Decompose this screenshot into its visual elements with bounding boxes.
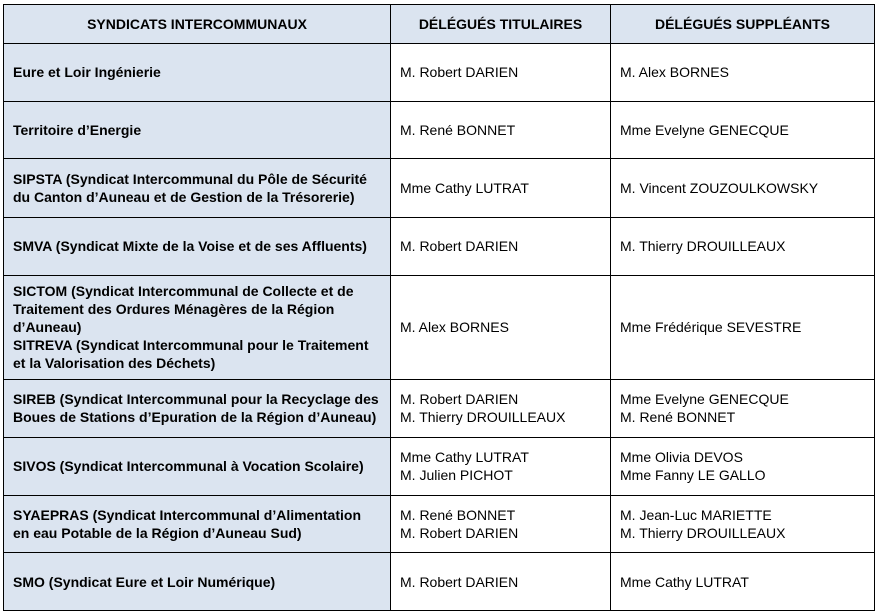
delegate-name: M. René BONNET [620, 409, 736, 426]
table-row [4, 159, 875, 218]
table-row [4, 495, 875, 553]
suppleants-cell [611, 380, 875, 438]
titulaires-cell [391, 437, 611, 495]
delegate-name: M. Thierry DROUILLEAUX [400, 409, 566, 426]
delegate-name: Mme Frédérique SEVESTRE [620, 319, 802, 336]
syndicat-cell [4, 101, 391, 159]
suppleants-cell [611, 159, 875, 218]
syndicat-cell [4, 553, 391, 611]
table-body [4, 44, 875, 611]
delegate-name: M. René BONNET [400, 506, 516, 523]
titulaires-cell [391, 159, 611, 218]
titulaires-cell [391, 275, 611, 379]
table-row [4, 380, 875, 438]
syndicat-cell [4, 159, 391, 218]
table-header [4, 5, 875, 44]
suppleants-cell [611, 44, 875, 102]
delegate-name: M. Julien PICHOT [400, 467, 513, 484]
delegate-name: M. Jean-Luc MARIETTE [620, 506, 772, 523]
table-row [4, 218, 875, 276]
header-syndicats: SYNDICATS INTERCOMMUNAUX [4, 5, 391, 44]
titulaires-cell [391, 495, 611, 553]
titulaires-cell [391, 44, 611, 102]
syndicat-name: SYAEPRAS (Syndicat Intercommunal d’Alimentation en eau Potable de la Région d’Auneau Sud) [13, 506, 361, 541]
syndicats-table [3, 4, 875, 611]
syndicat-cell [4, 437, 391, 495]
delegate-name: M. Robert DARIEN [400, 524, 519, 541]
delegate-name: M. Thierry DROUILLEAUX [620, 524, 786, 541]
header-suppleants: DÉLÉGUÉS SUPPLÉANTS [611, 5, 875, 44]
syndicat-cell [4, 380, 391, 438]
syndicat-cell [4, 275, 391, 379]
suppleants-cell [611, 553, 875, 611]
suppleants-cell [611, 275, 875, 379]
delegate-name: Mme Cathy LUTRAT [400, 449, 529, 466]
delegate-name: Mme Evelyne GENECQUE [620, 391, 789, 408]
syndicat-cell [4, 44, 391, 102]
table-row [4, 275, 875, 379]
syndicat-name: SMO (Syndicat Eure et Loir Numérique) [13, 573, 276, 590]
delegate-name: M. Robert DARIEN [400, 391, 519, 408]
syndicat-name: Eure et Loir Ingénierie [13, 64, 161, 81]
syndicat-name: SIPSTA (Syndicat Intercommunal du Pôle de Sécurité du Canton d’Auneau et de Gestion de la Trésorerie) [13, 171, 367, 206]
delegate-name: M. René BONNET [400, 122, 516, 139]
delegate-name: M. Alex BORNES [620, 64, 729, 81]
syndicat-name: SICTOM (Syndicat Intercommunal de Collecte et de Traitement des Ordures Ménagères de la Région d’Auneau) [13, 283, 354, 336]
syndicat-name: SITREVA (Syndicat Intercommunal pour le Traitement et la Valorisation des Déchets) [13, 337, 369, 372]
delegate-name: M. Robert DARIEN [400, 573, 519, 590]
delegate-name: Mme Olivia DEVOS [620, 449, 743, 466]
syndicat-name: SIVOS (Syndicat Intercommunal à Vocation Scolaire) [13, 458, 364, 475]
suppleants-cell [611, 495, 875, 553]
syndicat-name: SMVA (Syndicat Mixte de la Voise et de ses Affluents) [13, 238, 367, 255]
delegate-name: M. Alex BORNES [400, 319, 509, 336]
titulaires-cell [391, 380, 611, 438]
suppleants-cell [611, 437, 875, 495]
titulaires-cell [391, 218, 611, 276]
header-row [4, 5, 875, 44]
delegate-name: Mme Cathy LUTRAT [620, 573, 749, 590]
delegate-name: M. Thierry DROUILLEAUX [620, 238, 786, 255]
syndicat-cell [4, 218, 391, 276]
table-row [4, 101, 875, 159]
header-titulaires: DÉLÉGUÉS TITULAIRES [391, 5, 611, 44]
delegate-name: M. Robert DARIEN [400, 64, 519, 81]
delegate-name: Mme Fanny LE GALLO [620, 467, 766, 484]
delegate-name: M. Robert DARIEN [400, 238, 519, 255]
titulaires-cell [391, 101, 611, 159]
delegate-name: M. Vincent ZOUZOULKOWSKY [620, 180, 819, 197]
syndicat-cell [4, 495, 391, 553]
syndicat-name: SIREB (Syndicat Intercommunal pour la Recyclage des Boues de Stations d’Epuration de la Région d’Auneau) [13, 391, 379, 426]
suppleants-cell [611, 218, 875, 276]
delegate-name: Mme Cathy LUTRAT [400, 180, 529, 197]
table-row [4, 44, 875, 102]
table-row [4, 437, 875, 495]
suppleants-cell [611, 101, 875, 159]
table-row [4, 553, 875, 611]
syndicat-name: Territoire d’Energie [13, 122, 142, 139]
delegate-name: Mme Evelyne GENECQUE [620, 122, 789, 139]
titulaires-cell [391, 553, 611, 611]
